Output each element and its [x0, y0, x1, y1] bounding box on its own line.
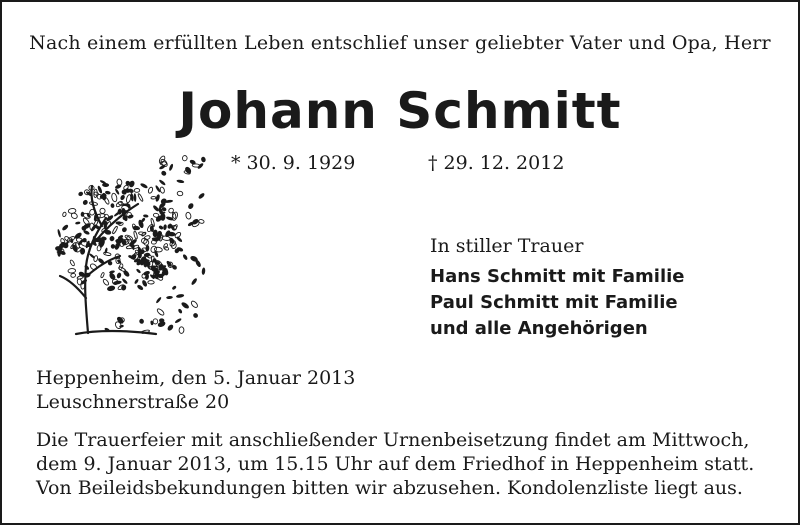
- place-date-line: Heppenheim, den 5. Januar 2013: [36, 367, 356, 389]
- notice-line: Die Trauerfeier mit anschließender Urnenbeisetzung findet am Mittwoch,: [36, 429, 750, 451]
- deceased-name: Johann Schmitt: [178, 82, 622, 140]
- death-date: † 29. 12. 2012: [428, 152, 565, 174]
- mourner-line: und alle Angehörigen: [430, 318, 648, 339]
- address-line: Leuschnerstraße 20: [36, 391, 230, 413]
- mourning-heading: In stiller Trauer: [430, 235, 584, 257]
- mourner-line: Paul Schmitt mit Familie: [430, 292, 678, 313]
- notice-line: dem 9. Januar 2013, um 15.15 Uhr auf dem Friedhof in Heppenheim statt.: [36, 453, 755, 475]
- intro-text: Nach einem erfüllten Leben entschlief unser geliebter Vater und Opa, Herr: [29, 32, 771, 54]
- place-and-date: [36, 366, 355, 414]
- funeral-notice: [36, 428, 770, 500]
- notice-line: Von Beileidsbekundungen bitten wir abzusehen. Kondolenzliste liegt aus.: [36, 477, 743, 499]
- mourners-list: [430, 264, 685, 342]
- wind-blown-tree-icon: [36, 148, 206, 338]
- birth-date: * 30. 9. 1929: [231, 152, 356, 174]
- mourner-line: Hans Schmitt mit Familie: [430, 266, 685, 287]
